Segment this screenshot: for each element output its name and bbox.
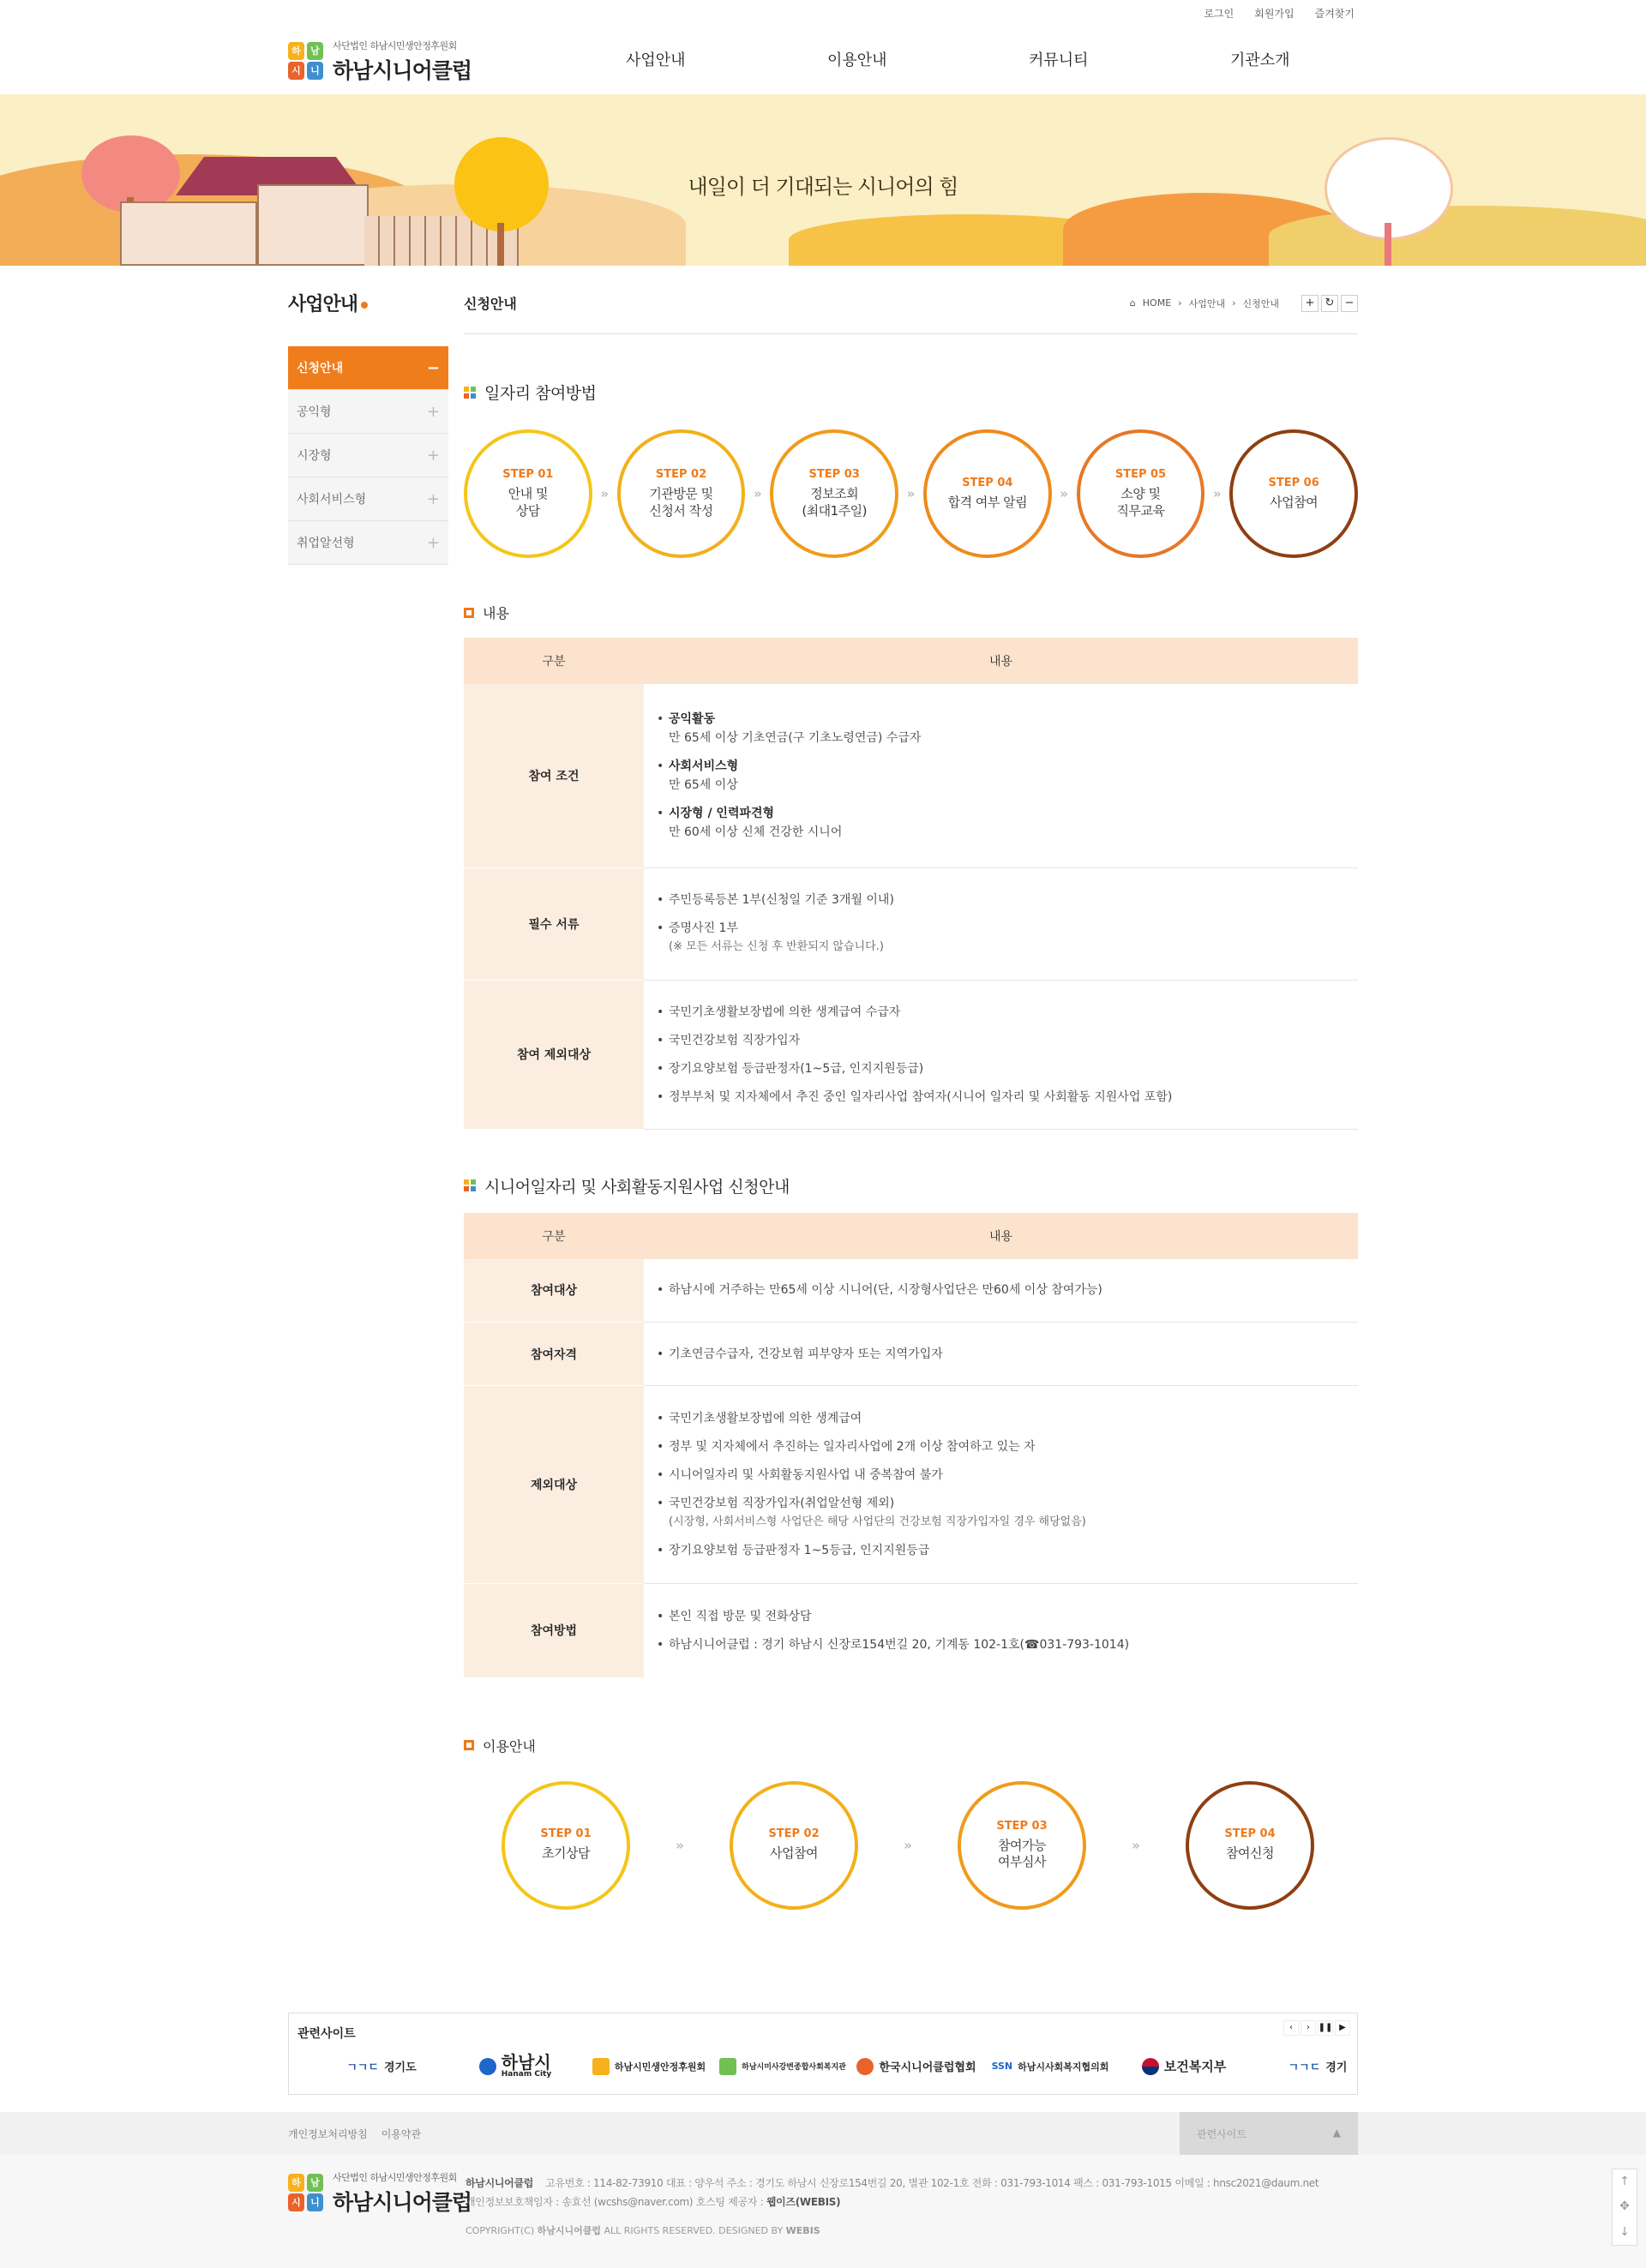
- list-item: • 시장형 / 인력파견형 만 60세 이상 신체 건강한 시니어: [657, 804, 1345, 842]
- row-label: 참여대상: [464, 1259, 644, 1323]
- arrow-down-icon[interactable]: ↓: [1619, 2224, 1630, 2239]
- section-title-usage: 이용안내: [464, 1736, 1358, 1755]
- terms-link[interactable]: 이용약관: [381, 2127, 422, 2140]
- related-sites-select[interactable]: 관련사이트 ▲: [1180, 2112, 1358, 2155]
- table-row: [464, 1323, 1358, 1386]
- table-row: [464, 684, 1358, 867]
- plus-icon: +: [426, 402, 440, 421]
- double-chevron-icon: »: [600, 486, 610, 501]
- breadcrumb-home[interactable]: HOME: [1142, 297, 1172, 309]
- breadcrumb-business[interactable]: 사업안내: [1188, 297, 1226, 309]
- assoc-mark-icon: [856, 2058, 874, 2075]
- play-icon[interactable]: ▶: [1335, 2020, 1350, 2036]
- list-item: • 장기요양보험 등급판정자(1~5급, 인지지원등급): [657, 1059, 1345, 1078]
- related-title: 관련사이트: [297, 2026, 356, 2041]
- list-item: • 증명사진 1부 (※ 모든 서류는 신청 후 반환되지 않습니다.): [657, 919, 1345, 957]
- section-bullet-icon: [464, 387, 476, 399]
- list-item: • 장기요양보험 등급판정자 1~5등급, 인지지원등급: [657, 1541, 1345, 1560]
- step-card: STEP 01 초기상담: [502, 1781, 630, 1910]
- table-header: 구분: [464, 638, 644, 684]
- support-mark-icon: [592, 2058, 610, 2075]
- content-area: [464, 266, 1358, 1910]
- step-card: STEP 05 소양 및 직무교육: [1077, 429, 1205, 558]
- related-logo-support[interactable]: 하남시민생안정후원회: [582, 2049, 716, 2084]
- site-header: [0, 0, 1646, 94]
- related-logo-senior-club-assoc[interactable]: 한국시니어클럽협회: [850, 2049, 983, 2084]
- related-logo-gyeonggi-2[interactable]: ㄱㄱㄷ 경기: [1251, 2049, 1385, 2084]
- left-navigation: [288, 266, 448, 1910]
- section-title-contents: 내용: [464, 603, 1358, 622]
- list-item: • 시니어일자리 및 사회활동지원사업 내 중복참여 불가: [657, 1466, 1345, 1485]
- breadcrumb-separator: ›: [1178, 297, 1182, 309]
- table-header: 내용: [644, 1213, 1358, 1259]
- logo-subtitle: 사단법인 하남시민생안정후원회: [333, 40, 457, 51]
- gnb-community[interactable]: 커뮤니티: [1029, 51, 1089, 69]
- home-icon: ⌂: [1129, 297, 1136, 309]
- content-header: [464, 266, 1358, 334]
- step-card: STEP 06 사업참여: [1229, 429, 1358, 558]
- step-card: STEP 03 정보조회 (최대1주일): [770, 429, 898, 558]
- list-item: • 국민건강보험 직장가입자: [657, 1031, 1345, 1050]
- footer-logo: [288, 2170, 472, 2217]
- related-logo-mohw[interactable]: 보건복지부: [1117, 2049, 1251, 2084]
- list-item: • 정부부처 및 지자체에서 추진 중인 일자리사업 참여자(시니어 일자리 및 사회활동 지원사업 포함): [657, 1088, 1345, 1107]
- list-item: • 사회서비스형 만 65세 이상: [657, 757, 1345, 795]
- welfare-mark-icon: [719, 2058, 736, 2075]
- list-item: • 정부 및 지자체에서 추진하는 일자리사업에 2개 이상 참여하고 있는 자: [657, 1437, 1345, 1456]
- related-logos: [315, 2049, 1385, 2084]
- list-item: • 국민건강보험 직장가입자(취업알선형 제외) (시장형, 사회서비스형 사업단은 해당 사업단의 건강보험 직장가입자일 경우 해당없음): [657, 1494, 1345, 1532]
- footer-logo-subtitle: 사단법인 하남시민생안정후원회: [333, 2171, 457, 2183]
- step-card: STEP 02 사업참여: [730, 1781, 858, 1910]
- table-row: [464, 1584, 1358, 1677]
- list-item: • 하남시에 거주하는 만65세 이상 시니어(단, 시장형사업단은 만60세 이상 참여가능): [657, 1281, 1345, 1299]
- bookmark-link[interactable]: 즐겨찾기: [1314, 8, 1355, 20]
- row-label: 참여방법: [464, 1584, 644, 1677]
- table-row: [464, 1386, 1358, 1584]
- hanam-mark-icon: [479, 2058, 496, 2075]
- step-card: STEP 03 참여가능 여부심사: [958, 1781, 1086, 1910]
- breadcrumb-current[interactable]: 신청안내: [1242, 297, 1279, 309]
- row-label: 참여자격: [464, 1323, 644, 1386]
- related-logo-hanam[interactable]: 하남시 Hanam City: [448, 2049, 582, 2084]
- related-logo-welfare-center[interactable]: 하남시미사강변종합사회복지관: [716, 2049, 850, 2084]
- step-card: STEP 04 합격 여부 알림: [923, 429, 1052, 558]
- step-card: STEP 01 안내 및 상담: [464, 429, 592, 558]
- prev-icon[interactable]: ‹: [1283, 2020, 1299, 2036]
- table-header: 구분: [464, 1213, 644, 1259]
- related-logo-gyeonggi[interactable]: ㄱㄱㄷ 경기도: [315, 2049, 448, 2084]
- move-icon[interactable]: ✥: [1619, 2199, 1630, 2214]
- gnb-business[interactable]: 사업안내: [626, 51, 686, 69]
- caret-up-icon: ▲: [1332, 2126, 1341, 2139]
- step-card: STEP 04 참여신청: [1186, 1781, 1314, 1910]
- next-icon[interactable]: ›: [1301, 2020, 1316, 2036]
- gnb-usage[interactable]: 이용안내: [827, 51, 887, 69]
- minus-icon: −: [426, 358, 440, 377]
- row-label: 제외대상: [464, 1386, 644, 1584]
- square-bullet-icon: [464, 1740, 474, 1750]
- list-item: • 본인 직접 방문 및 전화상담: [657, 1607, 1345, 1626]
- gyeonggi-mark-icon: ㄱㄱㄷ: [1288, 2061, 1321, 2074]
- footer-nav: [0, 2112, 1646, 2155]
- main-container: [288, 266, 1358, 1910]
- double-chevron-icon: »: [753, 486, 762, 501]
- lnb-item-apply[interactable]: 신청안내 −: [288, 346, 448, 390]
- login-link[interactable]: 로그인: [1204, 8, 1234, 20]
- taegeuk-icon: [1142, 2058, 1159, 2075]
- row-label: 필수 서류: [464, 867, 644, 980]
- logo-title: 하남시니어클럽: [333, 58, 472, 83]
- row-label: 참여 조건: [464, 684, 644, 867]
- row-label: 참여 제외대상: [464, 980, 644, 1129]
- page-title: 신청안내: [464, 296, 517, 312]
- tree-trunk: [1385, 223, 1391, 266]
- square-bullet-icon: [464, 608, 474, 618]
- gyeonggi-mark-icon: ㄱㄱㄷ: [346, 2061, 379, 2074]
- table-row: [464, 980, 1358, 1129]
- lnb-item-employment[interactable]: 취업알선형 +: [288, 521, 448, 565]
- participation-steps: [464, 429, 1358, 558]
- table-row: [464, 867, 1358, 980]
- breadcrumb-separator: ›: [1232, 297, 1236, 309]
- plus-icon: +: [426, 446, 440, 465]
- footer-logo-title: 하남시니어클럽: [333, 2189, 472, 2215]
- section-bullet-icon: [464, 1179, 476, 1191]
- section-title-participation: 일자리 참여방법: [464, 381, 1358, 404]
- utility-links: [1204, 6, 1355, 21]
- list-item: • 기초연금수급자, 건강보험 피부양자 또는 지역가입자: [657, 1345, 1345, 1364]
- scroll-buttons: [1612, 2169, 1637, 2246]
- signup-link[interactable]: 회원가입: [1254, 8, 1295, 20]
- lnb-item-social-service[interactable]: 사회서비스형 +: [288, 477, 448, 521]
- zoom-in-icon[interactable]: +: [1301, 295, 1319, 312]
- breadcrumb: [1130, 288, 1358, 312]
- double-chevron-icon: »: [1132, 1837, 1140, 1853]
- list-item: • 공익활동 만 65세 이상 기초연금(구 기초노령연금) 수급자: [657, 710, 1345, 747]
- list-item: • 주민등록등본 1부(신청일 기준 3개월 이내): [657, 891, 1345, 909]
- lnb-item-market[interactable]: 시장형 +: [288, 434, 448, 477]
- list-item: • 하남시니어클럽 : 경기 하남시 신장로154번길 20, 기계동 102-1호(☎031-793-1014): [657, 1635, 1345, 1654]
- bush-illustration: [1269, 206, 1646, 266]
- copyright: COPYRIGHT(C) 하남시니어클럽 ALL RIGHTS RESERVED. DESIGNED BY WEBIS: [466, 2224, 820, 2236]
- banner-slogan: 내일이 더 기대되는 시니어의 힘: [688, 175, 958, 199]
- usage-steps: [464, 1781, 1358, 1910]
- gnb-about[interactable]: 기관소개: [1230, 51, 1290, 69]
- plus-icon: +: [426, 489, 440, 508]
- footer: [0, 2155, 1646, 2268]
- apply-guide-table: [464, 1213, 1358, 1677]
- refresh-icon[interactable]: ↻: [1321, 295, 1338, 312]
- lnb-title: 사업안내: [288, 290, 448, 346]
- sub-visual-banner: [0, 94, 1646, 266]
- footer-info: 하남시니어클럽 고유번호 : 114-82-73910 대표 : 양우석 주소 : 경기도 하남시 신장로154번길 20, 별관 102-1호 전화 : 031-793-1014 팩스 : 031-793-1015 이메일 : hnsc2021@daum.net 개인정보보호책임자 : 송효선 (wcshs@naver.com) 호스팅 제공자 : 웹이즈(WEBIS): [466, 2176, 1319, 2208]
- lnb-item-public[interactable]: 공익형 +: [288, 390, 448, 434]
- step-card: STEP 02 기관방문 및 신청서 작성: [617, 429, 746, 558]
- related-controls: [1283, 2020, 1350, 2036]
- related-sites: [288, 2013, 1358, 2095]
- double-chevron-icon: »: [904, 1837, 912, 1853]
- privacy-policy-link[interactable]: 개인정보처리방침: [288, 2127, 368, 2140]
- contents-table: [464, 638, 1358, 1130]
- main-navigation: [626, 48, 1432, 70]
- list-item: • 국민기초생활보장법에 의한 생계급여 수급자: [657, 1003, 1345, 1022]
- table-header: 내용: [644, 638, 1358, 684]
- house-illustration: [120, 201, 257, 266]
- logo-mark-icon: 하 남 시 니: [288, 42, 324, 81]
- related-logo-ssn[interactable]: SSN 하남시사회복지협의회: [991, 2061, 1109, 2073]
- double-chevron-icon: »: [906, 486, 916, 501]
- plus-icon: +: [426, 533, 440, 552]
- site-logo[interactable]: [288, 39, 472, 85]
- section-title-apply-guide: 시니어일자리 및 사회활동지원사업 신청안내: [464, 1174, 1358, 1197]
- logo-mark-icon: 하 남 시 니: [288, 2174, 324, 2213]
- table-row: [464, 1259, 1358, 1323]
- list-item: • 국민기초생활보장법에 의한 생계급여: [657, 1409, 1345, 1428]
- double-chevron-icon: »: [1060, 486, 1068, 501]
- ssn-mark-icon: SSN: [991, 2061, 1013, 2072]
- arrow-up-icon[interactable]: ↑: [1619, 2175, 1630, 2189]
- pause-icon[interactable]: ❚❚: [1318, 2020, 1333, 2036]
- tree-trunk: [497, 223, 504, 266]
- zoom-out-icon[interactable]: −: [1341, 295, 1358, 312]
- double-chevron-icon: »: [676, 1837, 684, 1853]
- double-chevron-icon: »: [1212, 486, 1222, 501]
